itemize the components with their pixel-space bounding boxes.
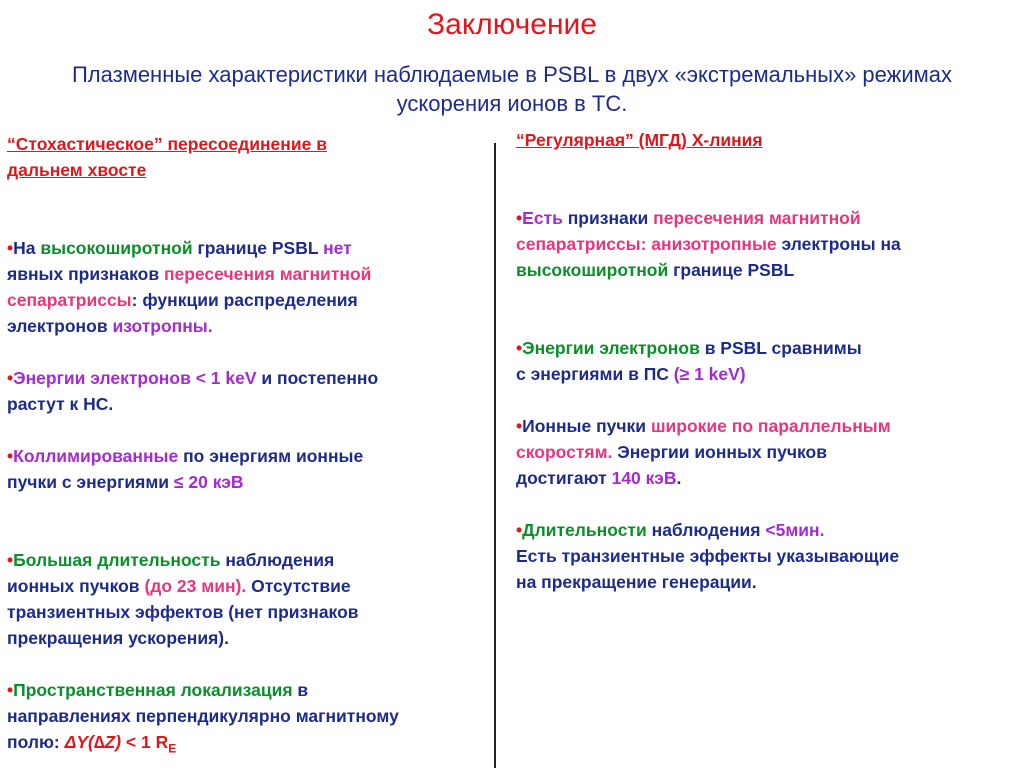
slide-title: Заключение bbox=[427, 8, 597, 41]
text: широкие по параллельным bbox=[650, 416, 891, 436]
text: сепаратриссы bbox=[7, 290, 132, 310]
bullet-mark: • bbox=[7, 680, 14, 700]
slide-subtitle: Плазменные характеристики наблюдаемые в PSBL в двух «экстремальных» режимах ускорения ионов в ТС. bbox=[71, 62, 953, 116]
text: прекращения ускорения). bbox=[7, 628, 229, 648]
left-heading-line1: “Стохастическое” пересоединение в bbox=[7, 134, 327, 154]
text: (до 23 мин). bbox=[144, 576, 247, 596]
column-divider bbox=[494, 143, 496, 768]
text: в PSBL сравнимы bbox=[699, 338, 862, 358]
text: На bbox=[13, 238, 41, 258]
text: Ионные пучки bbox=[522, 416, 651, 436]
text: пучки с энергиями bbox=[7, 472, 174, 492]
text: высокоширотной bbox=[516, 260, 669, 280]
text: на прекращение генерации. bbox=[516, 572, 757, 592]
bullet-mark: • bbox=[7, 238, 14, 258]
text: Энергии электронов bbox=[522, 338, 700, 358]
left-heading-line2: дальнем хвосте bbox=[7, 160, 147, 180]
text: с энергиями в ПС bbox=[516, 364, 674, 384]
text: Большая длительность bbox=[13, 550, 221, 570]
text: . bbox=[676, 468, 682, 488]
right-bullet-3 bbox=[516, 413, 1022, 491]
text: и постепенно bbox=[256, 368, 379, 388]
text: транзиентных эффектов (нет признаков bbox=[7, 602, 359, 622]
bullet-mark: • bbox=[516, 208, 523, 228]
text: электронов bbox=[7, 316, 113, 336]
bullet-mark: • bbox=[516, 520, 523, 540]
left-bullet-2 bbox=[7, 365, 491, 417]
text: границе PSBL bbox=[192, 238, 324, 258]
bullet-mark: • bbox=[7, 550, 14, 570]
text: Есть транзиентные эффекты указывающие bbox=[516, 546, 900, 566]
bullet-mark: • bbox=[516, 416, 523, 436]
text: < 1 keV bbox=[195, 368, 257, 388]
right-bullet-4 bbox=[516, 517, 1022, 595]
text: Есть bbox=[522, 208, 563, 228]
text: скоростям. bbox=[516, 442, 613, 462]
bullet-mark: • bbox=[7, 446, 14, 466]
right-bullet-1 bbox=[516, 205, 1022, 283]
text: (≥ 1 keV) bbox=[673, 364, 746, 384]
right-column bbox=[516, 127, 1022, 595]
left-column bbox=[7, 131, 491, 762]
text: Пространственная локализация bbox=[13, 680, 293, 700]
text: явных признаков bbox=[7, 264, 164, 284]
text: ионных пучков bbox=[7, 576, 145, 596]
text: полю: bbox=[7, 732, 65, 752]
bullet-mark: • bbox=[516, 338, 523, 358]
right-bullet-2 bbox=[516, 335, 1022, 387]
text: пересечения магнитной bbox=[163, 264, 372, 284]
text: в bbox=[292, 680, 309, 700]
text: по энергиям ионные bbox=[178, 446, 364, 466]
left-bullet-3 bbox=[7, 443, 491, 495]
bullet-mark: • bbox=[7, 368, 14, 388]
text: нет bbox=[323, 238, 352, 258]
text: < 1 R bbox=[121, 732, 169, 752]
text: границе PSBL bbox=[668, 260, 795, 280]
text: наблюдения bbox=[220, 550, 335, 570]
text: признаки bbox=[562, 208, 654, 228]
text: <5мин. bbox=[765, 520, 825, 540]
text: Энергии электронов bbox=[13, 368, 196, 388]
text: ΔY(∆Z) bbox=[64, 732, 122, 752]
text: растут к НС. bbox=[7, 394, 114, 414]
text: высокоширотной bbox=[40, 238, 193, 258]
text: электроны на bbox=[776, 234, 901, 254]
text: E bbox=[168, 741, 177, 756]
text: Энергии ионных пучков bbox=[612, 442, 827, 462]
text: Коллимированные bbox=[13, 446, 179, 466]
text: : функции распределения bbox=[131, 290, 358, 310]
text: достигают bbox=[516, 468, 612, 488]
text: пересечения магнитной bbox=[653, 208, 861, 228]
text: 140 кэВ bbox=[611, 468, 677, 488]
text: сепаратриссы: анизотропные bbox=[516, 234, 777, 254]
text: изотропны. bbox=[112, 316, 213, 336]
text: Длительности bbox=[522, 520, 647, 540]
text: направлениях перпендикулярно магнитному bbox=[7, 706, 399, 726]
right-heading: “Регулярная” (МГД) Х-линия bbox=[516, 130, 763, 150]
text: ≤ 20 кэВ bbox=[173, 472, 244, 492]
left-bullet-5 bbox=[7, 677, 491, 762]
left-bullet-4 bbox=[7, 547, 491, 651]
left-bullet-1 bbox=[7, 235, 491, 339]
text: наблюдения bbox=[646, 520, 766, 540]
text: Отсутствие bbox=[246, 576, 351, 596]
